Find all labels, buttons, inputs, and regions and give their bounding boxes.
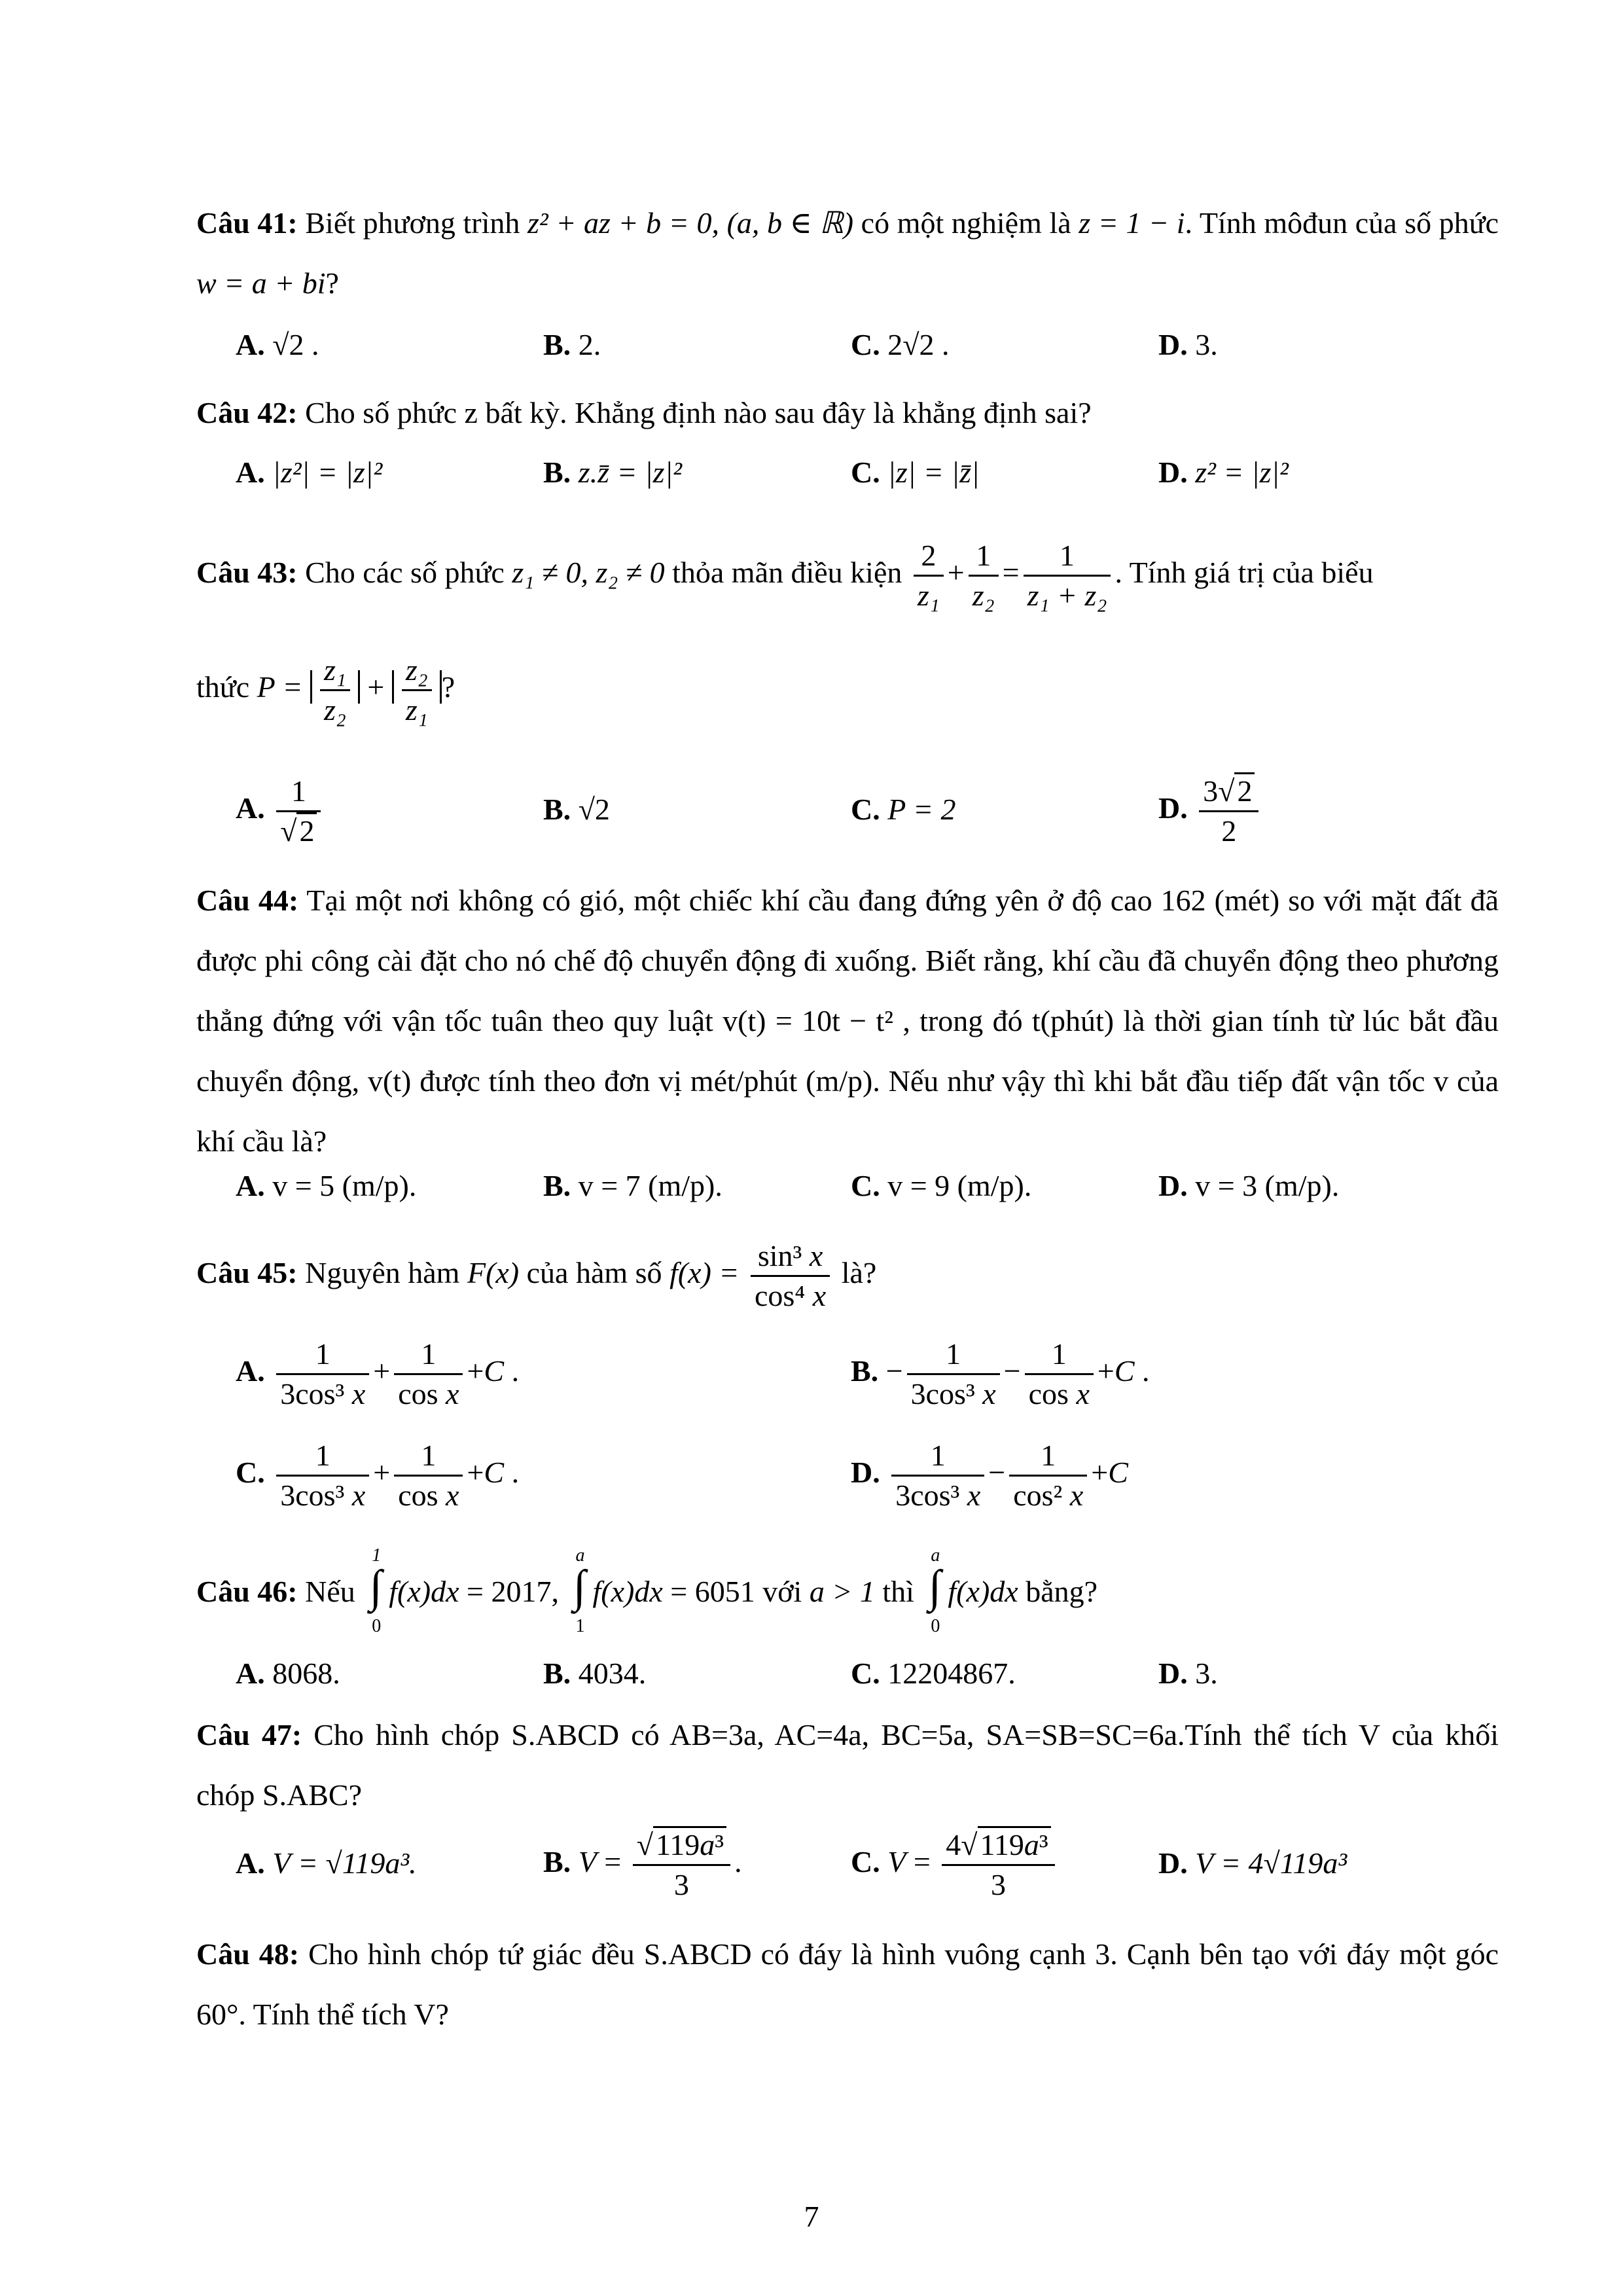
option-d: D. v = 3 (m/p). (1158, 1169, 1340, 1202)
question-text: số phức (1404, 206, 1499, 240)
integral-0-a: a ∫ 0 (928, 1545, 942, 1636)
equation: z = 1 − i (1079, 206, 1185, 240)
option-b: B. √2 (543, 793, 610, 826)
question-text: thì (882, 1575, 914, 1608)
option-b: B. − $\frac{1}{\text{3cos³ x}}$ − $\frac{1}{\text{cos x}}$ +C . (851, 1335, 1150, 1413)
option-a: A. V = √119a³. (236, 1846, 417, 1880)
question-label: Câu 44: (196, 884, 299, 917)
option-c: C. $\frac{1}{\text{3cos³ x}}$ + $\frac{1}{\text{cos x}}$ +C . (236, 1437, 519, 1515)
question-46: Câu 46: Nếu 1 ∫ 0 f(x)dx = 2017, a ∫ 1 f(x)dx = 6051 với a > 1 thì a ∫ 0 f(x)dx bằng? (196, 1545, 1098, 1636)
question-text: ? (325, 266, 339, 300)
option-b: B. V = $\frac{\text{√119a³}}{3}$ . (543, 1826, 742, 1904)
equation: z² + az + b = 0, (a, b ∈ ℝ) (527, 206, 854, 240)
question-47 (196, 1705, 1499, 1825)
options-43 (236, 772, 1479, 864)
option-d: D. 3. (1158, 1657, 1218, 1690)
question-43-cont: thức P = $\frac{\text{z₁}}{\text{z₂}}$ + $\frac{\text{z₂}}{\text{z₁}}$ ? (196, 651, 1499, 729)
option-a: A. $\frac{1}{\text{3cos³ x}}$ + $\frac{1}{\text{cos x}}$ +C . (236, 1335, 519, 1413)
question-42 (196, 383, 1499, 443)
question-text: thức (196, 670, 250, 704)
question-text: bằng? (1026, 1575, 1098, 1608)
question-text: . Tính môđun của (1185, 206, 1397, 240)
option-c: C. 2√2 . (851, 328, 950, 361)
equation: f(x) = (669, 1256, 740, 1290)
question-text: Cho hình chóp S.ABCD có AB=3a, AC=4a, BC=5a, SA=SB=SC=6a.Tính thể tích V của khối chóp S.ABC? (196, 1718, 1499, 1812)
option-a: A. √2 . (236, 328, 319, 361)
question-44 (196, 870, 1499, 1172)
option-c: C. 12204867. (851, 1657, 1016, 1690)
question-text: Nguyên hàm (305, 1256, 460, 1290)
fraction: $\frac{1}{\text{z₁ + z₂}}$ (1024, 537, 1111, 615)
integral-0-1: 1 ∫ 0 (369, 1545, 382, 1636)
question-label: Câu 47: (196, 1718, 302, 1751)
options-44 (236, 1168, 1479, 1221)
options-42 (236, 455, 1479, 507)
equation: a > 1 (809, 1575, 875, 1608)
option-d: D. z² = |z|² (1158, 456, 1289, 489)
option-d: D. $\frac{3√2}{2}$ (1158, 772, 1262, 850)
option-c: C. |z| = |z̄| (851, 456, 980, 489)
question-label: Câu 45: (196, 1256, 298, 1290)
fraction: $\frac{\text{sin³ x}}{\text{cos⁴ x}}$ (751, 1237, 830, 1315)
integral-1-a: a ∫ 1 (573, 1545, 586, 1636)
equation: F(x) (467, 1256, 520, 1290)
fraction: $\frac{2}{\text{z₁}}$ (914, 537, 944, 615)
option-d: D. $\frac{1}{\text{3cos³ x}}$ − $\frac{1}{\text{cos² x}}$ +C (851, 1437, 1128, 1515)
option-b: B. 2. (543, 328, 601, 361)
options-46 (236, 1656, 1479, 1708)
question-text: thỏa mãn điều kiện (672, 556, 902, 590)
options-45-row2 (236, 1437, 1479, 1528)
question-text: là? (841, 1256, 877, 1290)
question-text: Biết phương trình (305, 206, 520, 240)
abs-fraction: $\frac{\text{z₁}}{\text{z₂}}$ (310, 670, 360, 704)
question-label: Câu 41: (196, 206, 298, 240)
question-text: ? (441, 670, 455, 704)
question-text: có một nghiệm là (861, 206, 1071, 240)
option-b: B. 4034. (543, 1657, 647, 1690)
equation: P = (257, 670, 303, 704)
question-45 (196, 1237, 1499, 1315)
equation: w = a + bi (196, 266, 326, 300)
options-41 (236, 327, 1479, 380)
page-number: 7 (804, 2200, 819, 2233)
question-label: Câu 46: (196, 1575, 298, 1608)
question-label: Câu 43: (196, 556, 298, 590)
option-a: A. v = 5 (m/p). (236, 1169, 417, 1202)
option-a: A. |z²| = |z|² (236, 456, 383, 489)
option-c: C. P = 2 (851, 793, 956, 826)
fraction: $\frac{1}{\text{z₂}}$ (969, 537, 999, 615)
question-text: . Tính giá trị của biểu (1115, 556, 1374, 590)
question-48 (196, 1924, 1499, 2045)
question-label: Câu 48: (196, 1937, 300, 1971)
option-a: A. $\frac{1}{√2}$ (236, 772, 325, 850)
options-47 (236, 1826, 1479, 1918)
option-c: C. V = $\frac{\text{4√119a³}}{3}$ (851, 1826, 1059, 1904)
abs-fraction: $\frac{\text{z₂}}{\text{z₁}}$ (392, 670, 442, 704)
question-text: của hàm số (526, 1256, 662, 1290)
question-text: Tại một nơi không có gió, một chiếc khí cầu đang đứng yên ở độ cao 162 (mét) so với mặt đất đã được phi công cài đặt cho nó chế độ chuyển động đi xuống. Biết rằng, khí cầu đã chuyển động theo phương thẳng đứng với vận tốc tuân theo quy luật v(t) = 10t − t² , trong đó t(phút) là thời gian tính từ lúc bắt đầu chuyển động, v(t) được tính theo đơn vị mét/phút (m/p). Nếu như vậy thì khi bắt đầu tiếp đất vận tốc v của khí cầu là? (196, 884, 1499, 1158)
question-text: Cho số phức z bất kỳ. Khẳng định nào sau đây là khẳng định sai? (305, 396, 1092, 429)
question-41 (196, 193, 1499, 314)
option-b: B. v = 7 (m/p). (543, 1169, 722, 1202)
question-text: Nếu (305, 1575, 355, 1608)
question-43: Câu 43: Cho các số phức z₁ ≠ 0, z₂ ≠ 0 thỏa mãn điều kiện $\frac{2}{\text{z₁}}$ + $\frac{1}{\text{z₂}}$ = $\frac{1}{\text{z₁ + z₂}}$ . Tính giá trị của biểu (196, 537, 1499, 615)
option-d: D. 3. (1158, 328, 1218, 361)
options-45-row1 (236, 1335, 1479, 1427)
option-d: D. V = 4√119a³ (1158, 1846, 1347, 1880)
equation: z₁ ≠ 0, z₂ ≠ 0 (512, 556, 665, 590)
question-label: Câu 42: (196, 396, 298, 429)
question-text: Cho hình chóp tứ giác đều S.ABCD có đáy là hình vuông cạnh 3. Cạnh bên tạo với đáy một góc 60°. Tính thể tích V? (196, 1937, 1499, 2031)
option-b: B. z.z̄ = |z|² (543, 456, 683, 489)
question-text: Cho các số phức (305, 556, 505, 590)
option-a: A. 8068. (236, 1657, 340, 1690)
question-text: với (762, 1575, 802, 1608)
option-c: C. v = 9 (m/p). (851, 1169, 1032, 1202)
